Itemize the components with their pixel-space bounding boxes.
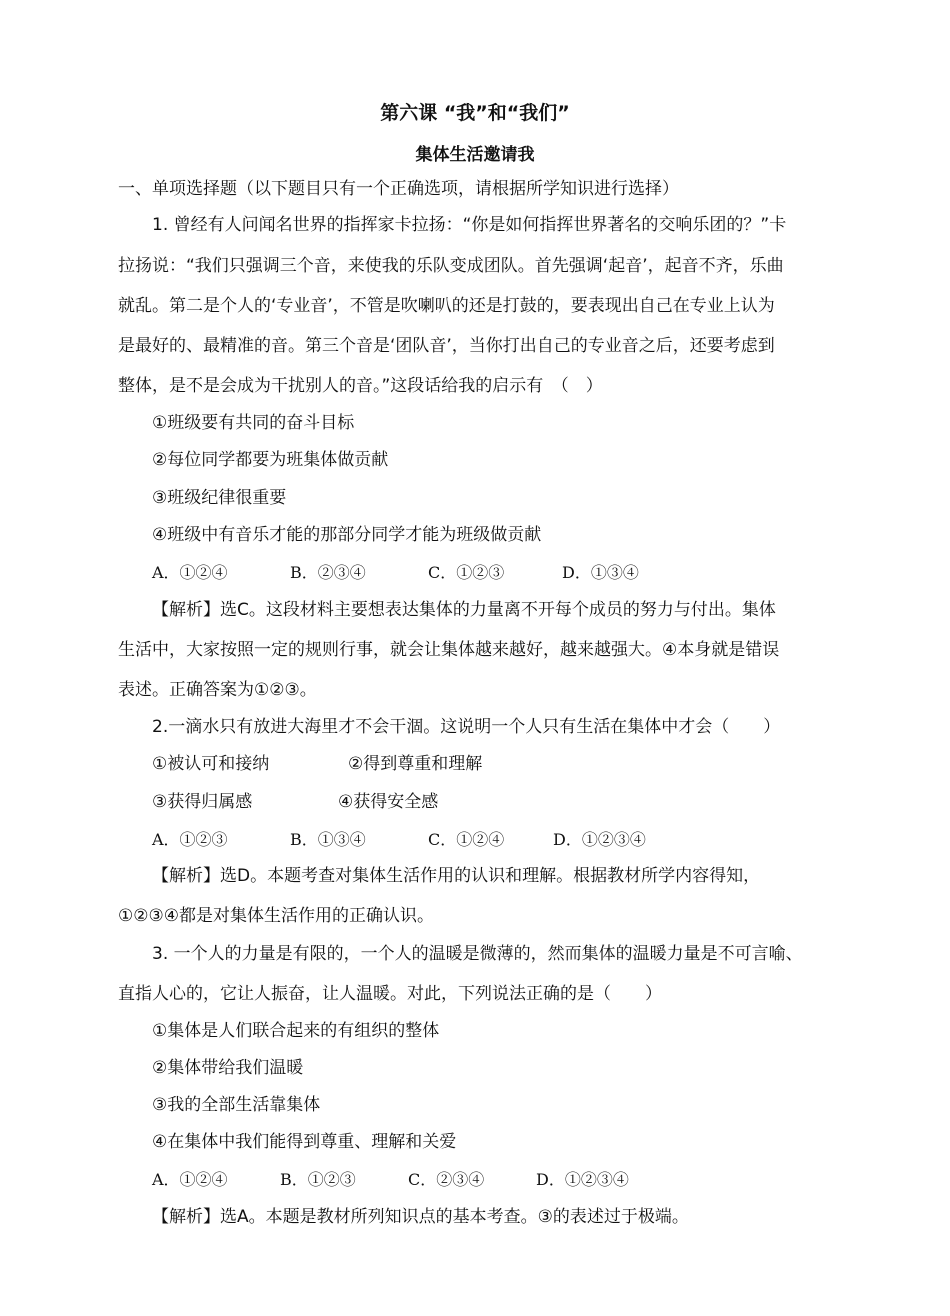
q2-items-row [152,752,482,776]
q1-line: 1. 曾经有人问闻名世界的指挥家卡拉扬：“你是如何指挥世界著名的交响乐团的？”卡 [152,215,787,235]
q2-item: ②得到尊重和理解 [348,754,483,774]
section-heading: 一、单项选择题（以下题目只有一个正确选项，请根据所学知识进行选择） [118,179,679,199]
q2-item: ①被认可和接纳 [152,754,270,774]
q1-line: 就乱。第二是个人的‘专业音’，不管是吹喇叭的还是打鼓的，要表现出自己在专业上认为 [118,296,775,316]
q1-item: ①班级要有共同的奋斗目标 [152,413,355,433]
q1-analysis: 表述。正确答案为①②③。 [118,680,317,700]
q3-line: 3. 一个人的力量是有限的，一个人的温暖是微薄的，然而集体的温暖力量是不可言喻、 [152,944,803,964]
q3-analysis: 【解析】选A。本题是教材所列知识点的基本考查。③的表述过于极端。 [152,1207,689,1227]
q3-item: ②集体带给我们温暖 [152,1058,304,1078]
q3-line: 直指人心的，它让人振奋，让人温暖。对此，下列说法正确的是（ ） [118,984,662,1004]
q3-options [152,1168,629,1192]
q1-item: ④班级中有音乐才能的那部分同学才能为班级做贡献 [152,525,542,545]
q2-items-row [152,790,438,814]
option-a: A．①②④ [152,1170,228,1189]
q2-analysis: ①②③④都是对集体生活作用的正确认识。 [118,906,434,926]
q1-options [152,561,639,585]
option-c: C．②③④ [408,1170,485,1189]
option-b: B．②③④ [290,563,366,582]
q2-line: 2.一滴水只有放进大海里才不会干涸。这说明一个人只有生活在集体中才会（ ） [152,717,781,737]
option-a: A．①②④ [152,563,228,582]
option-d: D．①②③④ [553,830,646,849]
option-d: D．①②③④ [536,1170,629,1189]
q1-line: 拉扬说：“我们只强调三个音，来使我的乐队变成团队。首先强调‘起音’，起音不齐，乐曲 [118,256,784,276]
q2-item: ③获得归属感 [152,792,253,812]
q2-item: ④获得安全感 [338,792,439,812]
option-b: B．①③④ [290,830,366,849]
q1-item: ③班级纪律很重要 [152,488,287,508]
q1-item: ②每位同学都要为班集体做贡献 [152,450,389,470]
q1-line: 是最好的、最精准的音。第三个音是‘团队音’，当你打出自己的专业音之后，还要考虑到 [118,336,775,356]
option-b: B．①②③ [280,1170,356,1189]
q3-item: ④在集体中我们能得到尊重、理解和关爱 [152,1132,457,1152]
q2-analysis: 【解析】选D。本题考查对集体生活作用的认识和理解。根据教材所学内容得知， [152,866,761,886]
option-c: C．①②③ [428,563,505,582]
q3-item: ③我的全部生活靠集体 [152,1095,321,1115]
lesson-subtitle: 集体生活邀请我 [415,145,535,165]
q3-item: ①集体是人们联合起来的有组织的整体 [152,1021,440,1041]
lesson-title: 第六课 “我”和“我们” [380,102,570,124]
q1-analysis: 生活中，大家按照一定的规则行事，就会让集体越来越好，越来越强大。④本身就是错误 [118,640,780,660]
option-d: D．①③④ [562,563,639,582]
q1-line: 整体，是不是会成为干扰别人的音。”这段话给我的启示有 （ ） [118,376,603,396]
option-a: A．①②③ [152,830,228,849]
q2-options [152,828,646,852]
option-c: C．①②④ [428,830,505,849]
q1-analysis: 【解析】选C。这段材料主要想表达集体的力量离不开每个成员的努力与付出。集体 [152,600,776,620]
